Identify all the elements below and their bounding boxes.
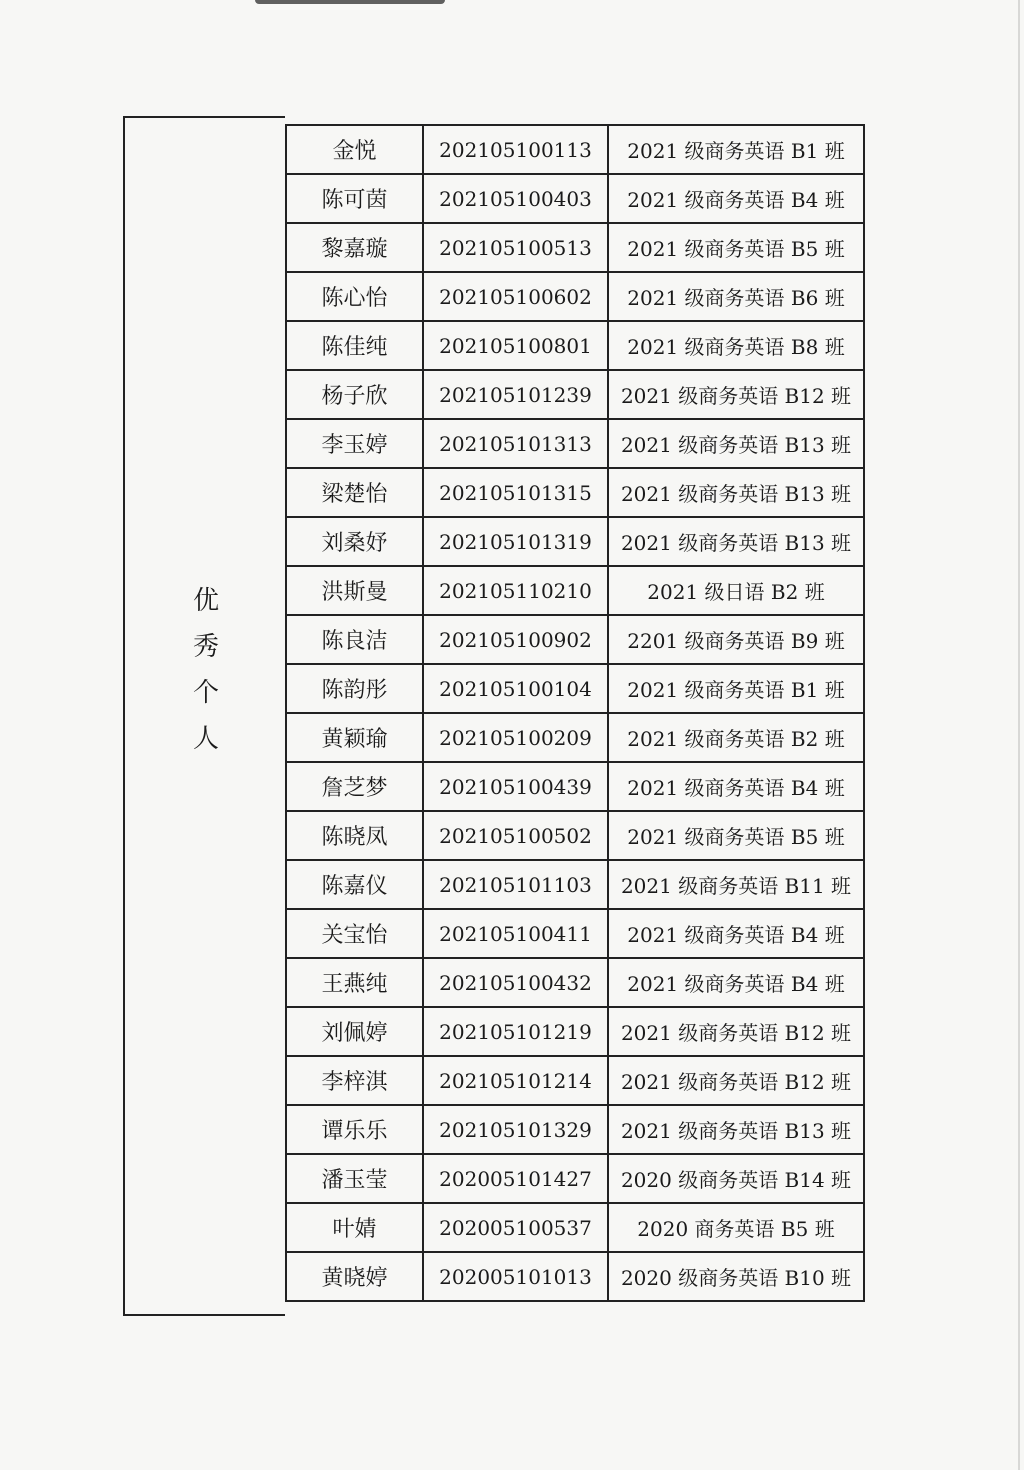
class-cell: 2020 级商务英语 B14 班 xyxy=(607,1155,865,1202)
class-cell: 2021 级商务英语 B5 班 xyxy=(607,224,865,271)
name-cell: 詹芝梦 xyxy=(285,763,422,810)
class-cell: 2021 级日语 B2 班 xyxy=(607,567,865,614)
class-cell: 2021 级商务英语 B13 班 xyxy=(607,420,865,467)
class-cell: 2021 级商务英语 B4 班 xyxy=(607,175,865,222)
table-row xyxy=(285,761,865,810)
category-char: 秀 xyxy=(192,632,219,662)
name-cell: 杨子欣 xyxy=(285,371,422,418)
class-cell: 2021 级商务英语 B4 班 xyxy=(607,910,865,957)
class-cell: 2020 级商务英语 B10 班 xyxy=(607,1253,865,1300)
table-row xyxy=(285,1055,865,1104)
name-cell: 黄颖瑜 xyxy=(285,714,422,761)
student-id-cell: 202105100513 xyxy=(422,224,607,271)
table-row xyxy=(285,124,865,173)
table-row xyxy=(285,908,865,957)
class-cell: 2021 级商务英语 B13 班 xyxy=(607,469,865,516)
name-cell: 梁楚怡 xyxy=(285,469,422,516)
table-row xyxy=(285,1202,865,1251)
class-cell: 2021 级商务英语 B8 班 xyxy=(607,322,865,369)
student-id-cell: 202105100209 xyxy=(422,714,607,761)
name-cell: 叶婧 xyxy=(285,1204,422,1251)
table-row xyxy=(285,614,865,663)
page-edge xyxy=(1018,0,1020,1470)
student-id-cell: 202105100439 xyxy=(422,763,607,810)
class-cell: 2021 级商务英语 B12 班 xyxy=(607,1008,865,1055)
class-cell: 2021 级商务英语 B1 班 xyxy=(607,665,865,712)
class-cell: 2021 级商务英语 B11 班 xyxy=(607,861,865,908)
table-row xyxy=(285,565,865,614)
class-cell: 2201 级商务英语 B9 班 xyxy=(607,616,865,663)
name-cell: 陈良洁 xyxy=(285,616,422,663)
student-id-cell: 202105101329 xyxy=(422,1106,607,1153)
student-id-cell: 202105100801 xyxy=(422,322,607,369)
class-cell: 2021 级商务英语 B5 班 xyxy=(607,812,865,859)
table-row xyxy=(285,712,865,761)
table-row xyxy=(285,320,865,369)
student-id-cell: 202105100502 xyxy=(422,812,607,859)
name-cell: 陈心怡 xyxy=(285,273,422,320)
class-cell: 2021 级商务英语 B4 班 xyxy=(607,763,865,810)
name-cell: 金悦 xyxy=(285,126,422,173)
student-id-cell: 202105101239 xyxy=(422,371,607,418)
award-table xyxy=(123,116,874,1318)
name-cell: 潘玉莹 xyxy=(285,1155,422,1202)
name-cell: 王燕纯 xyxy=(285,959,422,1006)
student-id-cell: 202105101219 xyxy=(422,1008,607,1055)
table-row xyxy=(285,859,865,908)
class-cell: 2021 级商务英语 B12 班 xyxy=(607,371,865,418)
name-cell: 李梓淇 xyxy=(285,1057,422,1104)
student-id-cell: 202105101315 xyxy=(422,469,607,516)
name-cell: 黄晓婷 xyxy=(285,1253,422,1300)
student-id-cell: 202105100411 xyxy=(422,910,607,957)
table-row xyxy=(285,516,865,565)
table-row xyxy=(285,1153,865,1202)
name-cell: 谭乐乐 xyxy=(285,1106,422,1153)
class-cell: 2021 级商务英语 B13 班 xyxy=(607,1106,865,1153)
scan-edge-mark xyxy=(255,0,445,4)
table-row xyxy=(285,957,865,1006)
student-id-cell: 202105100902 xyxy=(422,616,607,663)
student-id-cell: 202005101013 xyxy=(422,1253,607,1300)
name-cell: 刘桑妤 xyxy=(285,518,422,565)
table-row xyxy=(285,467,865,516)
student-id-cell: 202105101319 xyxy=(422,518,607,565)
name-cell: 陈佳纯 xyxy=(285,322,422,369)
student-id-cell: 202105100104 xyxy=(422,665,607,712)
name-cell: 刘佩婷 xyxy=(285,1008,422,1055)
table-rows xyxy=(285,124,865,1302)
student-id-cell: 202105100432 xyxy=(422,959,607,1006)
class-cell: 2021 级商务英语 B6 班 xyxy=(607,273,865,320)
class-cell: 2021 级商务英语 B2 班 xyxy=(607,714,865,761)
class-cell: 2021 级商务英语 B4 班 xyxy=(607,959,865,1006)
name-cell: 关宝怡 xyxy=(285,910,422,957)
category-char: 优 xyxy=(192,586,219,616)
table-row xyxy=(285,369,865,418)
student-id-cell: 202105101214 xyxy=(422,1057,607,1104)
table-row xyxy=(285,810,865,859)
name-cell: 陈晓凤 xyxy=(285,812,422,859)
student-id-cell: 202105101103 xyxy=(422,861,607,908)
class-cell: 2021 级商务英语 B1 班 xyxy=(607,126,865,173)
student-id-cell: 202105100113 xyxy=(422,126,607,173)
student-id-cell: 202105100602 xyxy=(422,273,607,320)
class-cell: 2020 商务英语 B5 班 xyxy=(607,1204,865,1251)
student-id-cell: 202005100537 xyxy=(422,1204,607,1251)
name-cell: 陈韵彤 xyxy=(285,665,422,712)
table-row xyxy=(285,663,865,712)
category-char: 个 xyxy=(192,678,219,708)
student-id-cell: 202105100403 xyxy=(422,175,607,222)
table-row xyxy=(285,1006,865,1055)
category-label xyxy=(125,578,287,762)
table-row xyxy=(285,222,865,271)
table-row xyxy=(285,1251,865,1302)
name-cell: 陈可茵 xyxy=(285,175,422,222)
name-cell: 李玉婷 xyxy=(285,420,422,467)
table-row xyxy=(285,271,865,320)
category-cell xyxy=(123,116,285,1316)
class-cell: 2021 级商务英语 B13 班 xyxy=(607,518,865,565)
student-id-cell: 202105110210 xyxy=(422,567,607,614)
name-cell: 黎嘉璇 xyxy=(285,224,422,271)
name-cell: 洪斯曼 xyxy=(285,567,422,614)
student-id-cell: 202105101313 xyxy=(422,420,607,467)
table-row xyxy=(285,1104,865,1153)
table-row xyxy=(285,418,865,467)
name-cell: 陈嘉仪 xyxy=(285,861,422,908)
table-row xyxy=(285,173,865,222)
student-id-cell: 202005101427 xyxy=(422,1155,607,1202)
category-char: 人 xyxy=(192,724,219,754)
class-cell: 2021 级商务英语 B12 班 xyxy=(607,1057,865,1104)
